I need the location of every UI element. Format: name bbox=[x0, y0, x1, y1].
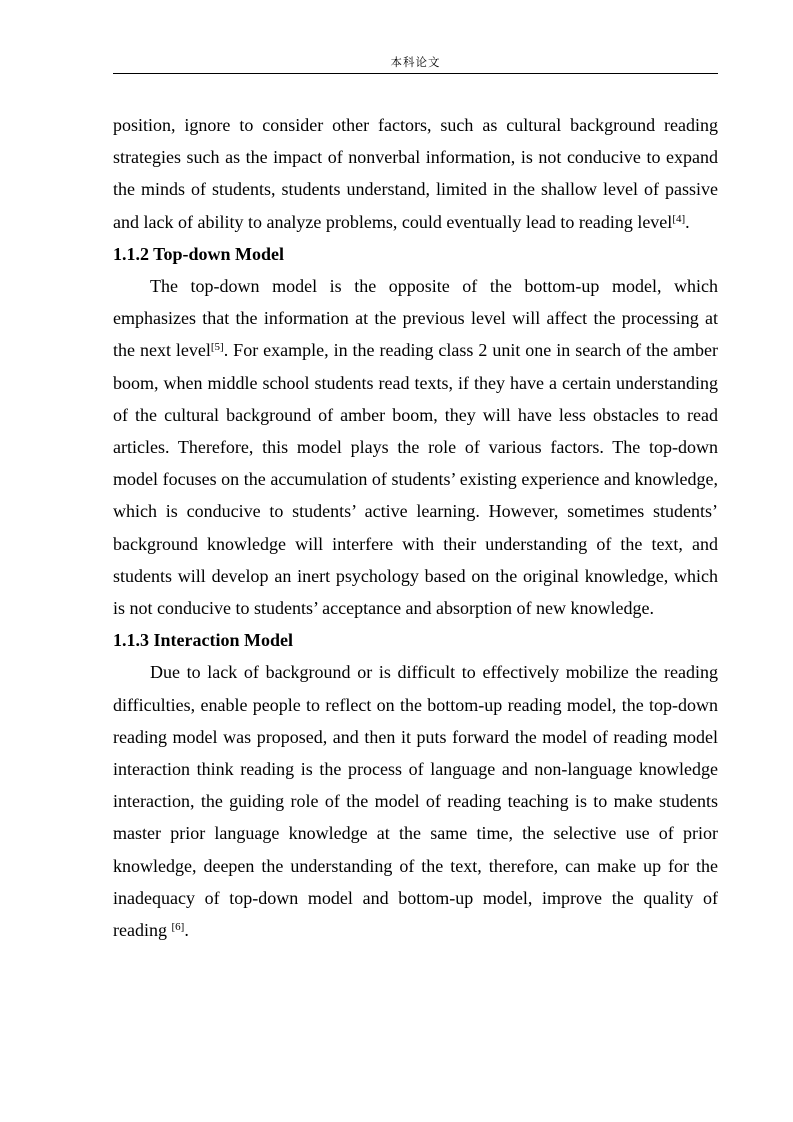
paragraph-end: . bbox=[685, 211, 690, 232]
paragraph-end: . bbox=[184, 920, 189, 941]
section-heading-1-1-2: 1.1.2 Top-down Model bbox=[113, 243, 285, 264]
paragraph-interaction bbox=[113, 656, 718, 946]
paragraph-text: position, ignore to consider other factors, such as cultural background reading strategies such as the impact of nonverbal information, is not conducive to expand the minds of students, students understand, limited in the shallow level of passive and lack of ability to analyze problems, could eventually lead to reading level bbox=[113, 115, 718, 232]
header-divider bbox=[113, 73, 718, 74]
citation-ref: [6] bbox=[171, 921, 185, 934]
section-heading-1-1-3: 1.1.3 Interaction Model bbox=[113, 630, 293, 651]
citation-ref: [5] bbox=[210, 341, 224, 354]
paragraph-continued bbox=[113, 109, 718, 238]
document-body bbox=[113, 109, 718, 946]
page-header-title: 本科论文 bbox=[390, 57, 441, 69]
paragraph-text: The top-down model is the opposite of the bottom-up model, which emphasizes that the information at the previous level will affect the processing at the next level bbox=[113, 276, 718, 361]
paragraph-top-down bbox=[113, 270, 718, 624]
paragraph-text: Due to lack of background or is difficult to effectively mobilize the reading difficulties, enable people to reflect on the bottom-up reading model, the top-down reading model was proposed, and then it puts forward the model of reading model interaction think reading is the process of language and non-language knowledge interaction, the guiding role of the model of reading teaching is to make students master prior language knowledge at the same time, the selective use of prior knowledge, deepen the understanding of the text, therefore, can make up for the inadequacy of top-down model and bottom-up model, improve the quality of reading bbox=[113, 662, 718, 941]
citation-ref: [4] bbox=[672, 212, 686, 225]
paragraph-text-cont: . For example, in the reading class 2 unit one in search of the amber boom, when middle school students read texts, if they have a certain understanding of the cultural background of amber boom, they will have less obstacles to read articles. Therefore, this model plays the role of various factors. The top-down model focuses on the accumulation of students’ existing experience and knowledge, which is conducive to students’ active learning. However, sometimes students’ background knowledge will interfere with their understanding of the text, and students will develop an inert psychology based on the original knowledge, which is not conducive to students’ acceptance and absorption of new knowledge. bbox=[113, 340, 718, 619]
